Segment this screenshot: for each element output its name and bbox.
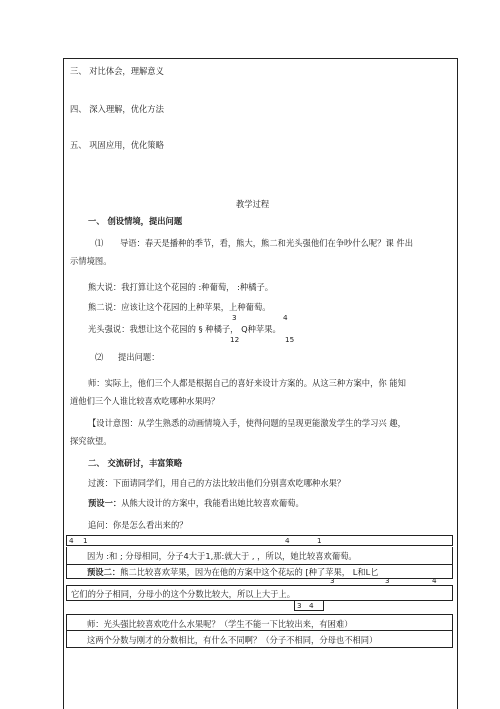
xionger-subscript-a: 3 (232, 313, 237, 322)
question-text: 这两个分数与刚才的分数相比，有什么不同啊？（分子不相同，分母也不相同） (87, 635, 378, 645)
fraction-cell-f: 4 (309, 601, 314, 610)
fraction-cell-e: 3 (297, 601, 302, 610)
transition-line: 过渡：下面请同学们，用自己的方法比较出他们分别喜欢吃哪种水果？ (88, 478, 346, 488)
preset2-text: 熊二比较喜欢苹果，因为在他的方案中这个花坛的 [种了苹果， L和L匕 (120, 567, 379, 577)
fraction-cell-a: 4 (69, 536, 74, 545)
guangtou-subscript-a: 12 (230, 335, 240, 344)
xionger-subscript-b: 4 (283, 313, 288, 322)
reason2-row (66, 585, 453, 601)
teacher2-row (66, 614, 453, 631)
fraction-cell-b: 1 (83, 536, 88, 545)
fraction-cell-d: 1 (317, 536, 322, 545)
preset2-row (66, 565, 453, 579)
item1-text: 导语：春天是播种的季节，看，熊大，熊二和光头强他们在争吵什么呢？课 件出 (120, 238, 414, 248)
teacher-question: 师：实际上，他们三个人都是根据自己的喜好来设计方案的。从这三种方案中，你 能知 (88, 378, 406, 388)
table-border-left (63, 59, 64, 709)
preset2-line (87, 567, 379, 577)
preset2-label: 预设二： (87, 567, 121, 577)
preset1-text: 从熊大设计的方案中，我能看出她比较喜欢葡萄。 (121, 498, 304, 508)
outline-item-2: 三、 对比体会，理解意义 (70, 66, 164, 76)
xiongda-line: 熊大说：我打算让这个花园的 :种葡萄， :种橘子。 (88, 282, 274, 292)
item1-text-cont: 示情境图。 (70, 256, 112, 266)
design-intent: 【设计意图：从学生熟悉的动画情境入手，使得问题的呈现更能激发学生的学习兴 趣， (88, 418, 406, 428)
item2-text: 提出问题： (118, 352, 160, 362)
outline-item-4: 五、 巩固应用，优化策略 (70, 140, 164, 150)
section-title: 教学过程 (236, 199, 270, 209)
reason1-text: 因为 :和 ; 分母相同，分子4大于1,那:就大于 , ，所以，她比较喜欢葡萄。 (87, 551, 357, 561)
reason1-row (66, 547, 453, 565)
item2-number: ⑵ (95, 352, 104, 362)
part2-heading: 二、 交流研讨，丰富策略 (88, 458, 183, 468)
preset2-subscript-b: 3 (385, 576, 390, 585)
fraction-cell-c: 4 (285, 536, 290, 545)
teacher-question-cont: 道他们三个人谁比较喜欢吃哪种水果吗？ (70, 396, 220, 406)
fraction-row-1 (66, 535, 453, 546)
guangtou-subscript-b: 15 (285, 335, 295, 344)
preset2-subscript-a: 3 (330, 576, 335, 585)
followup-line: 追问：你是怎么看出来的？ (88, 520, 188, 530)
fraction-cell-ef (294, 600, 324, 611)
guangtou-line: 光头强说：我想让这个花园的 § 种橘子， Q种苹果。 (88, 324, 281, 334)
item1-number: ⑴ (95, 238, 104, 248)
reason2-text: 它们的分子相同，分母小的这个分数比较大，所以上大于上。 (71, 589, 296, 599)
design-intent-cont: 探究欲望。 (70, 436, 112, 446)
outline-item-3: 四、 深入理解，优化方法 (70, 104, 164, 114)
teacher2-text: 师：光头强比较喜欢吃什么水果呢？（学生不能一下比较出来，有困难） (87, 619, 353, 629)
xionger-line: 熊二说：应该让这个花园的上种苹果，上种葡萄。 (88, 302, 271, 312)
preset1-label: 预设一： (88, 498, 122, 508)
preset2-subscript-c: 4 (432, 576, 437, 585)
part1-heading: 一、 创设情境，提出问题 (88, 216, 183, 226)
preset1-line (88, 498, 304, 508)
question-row (66, 631, 453, 648)
